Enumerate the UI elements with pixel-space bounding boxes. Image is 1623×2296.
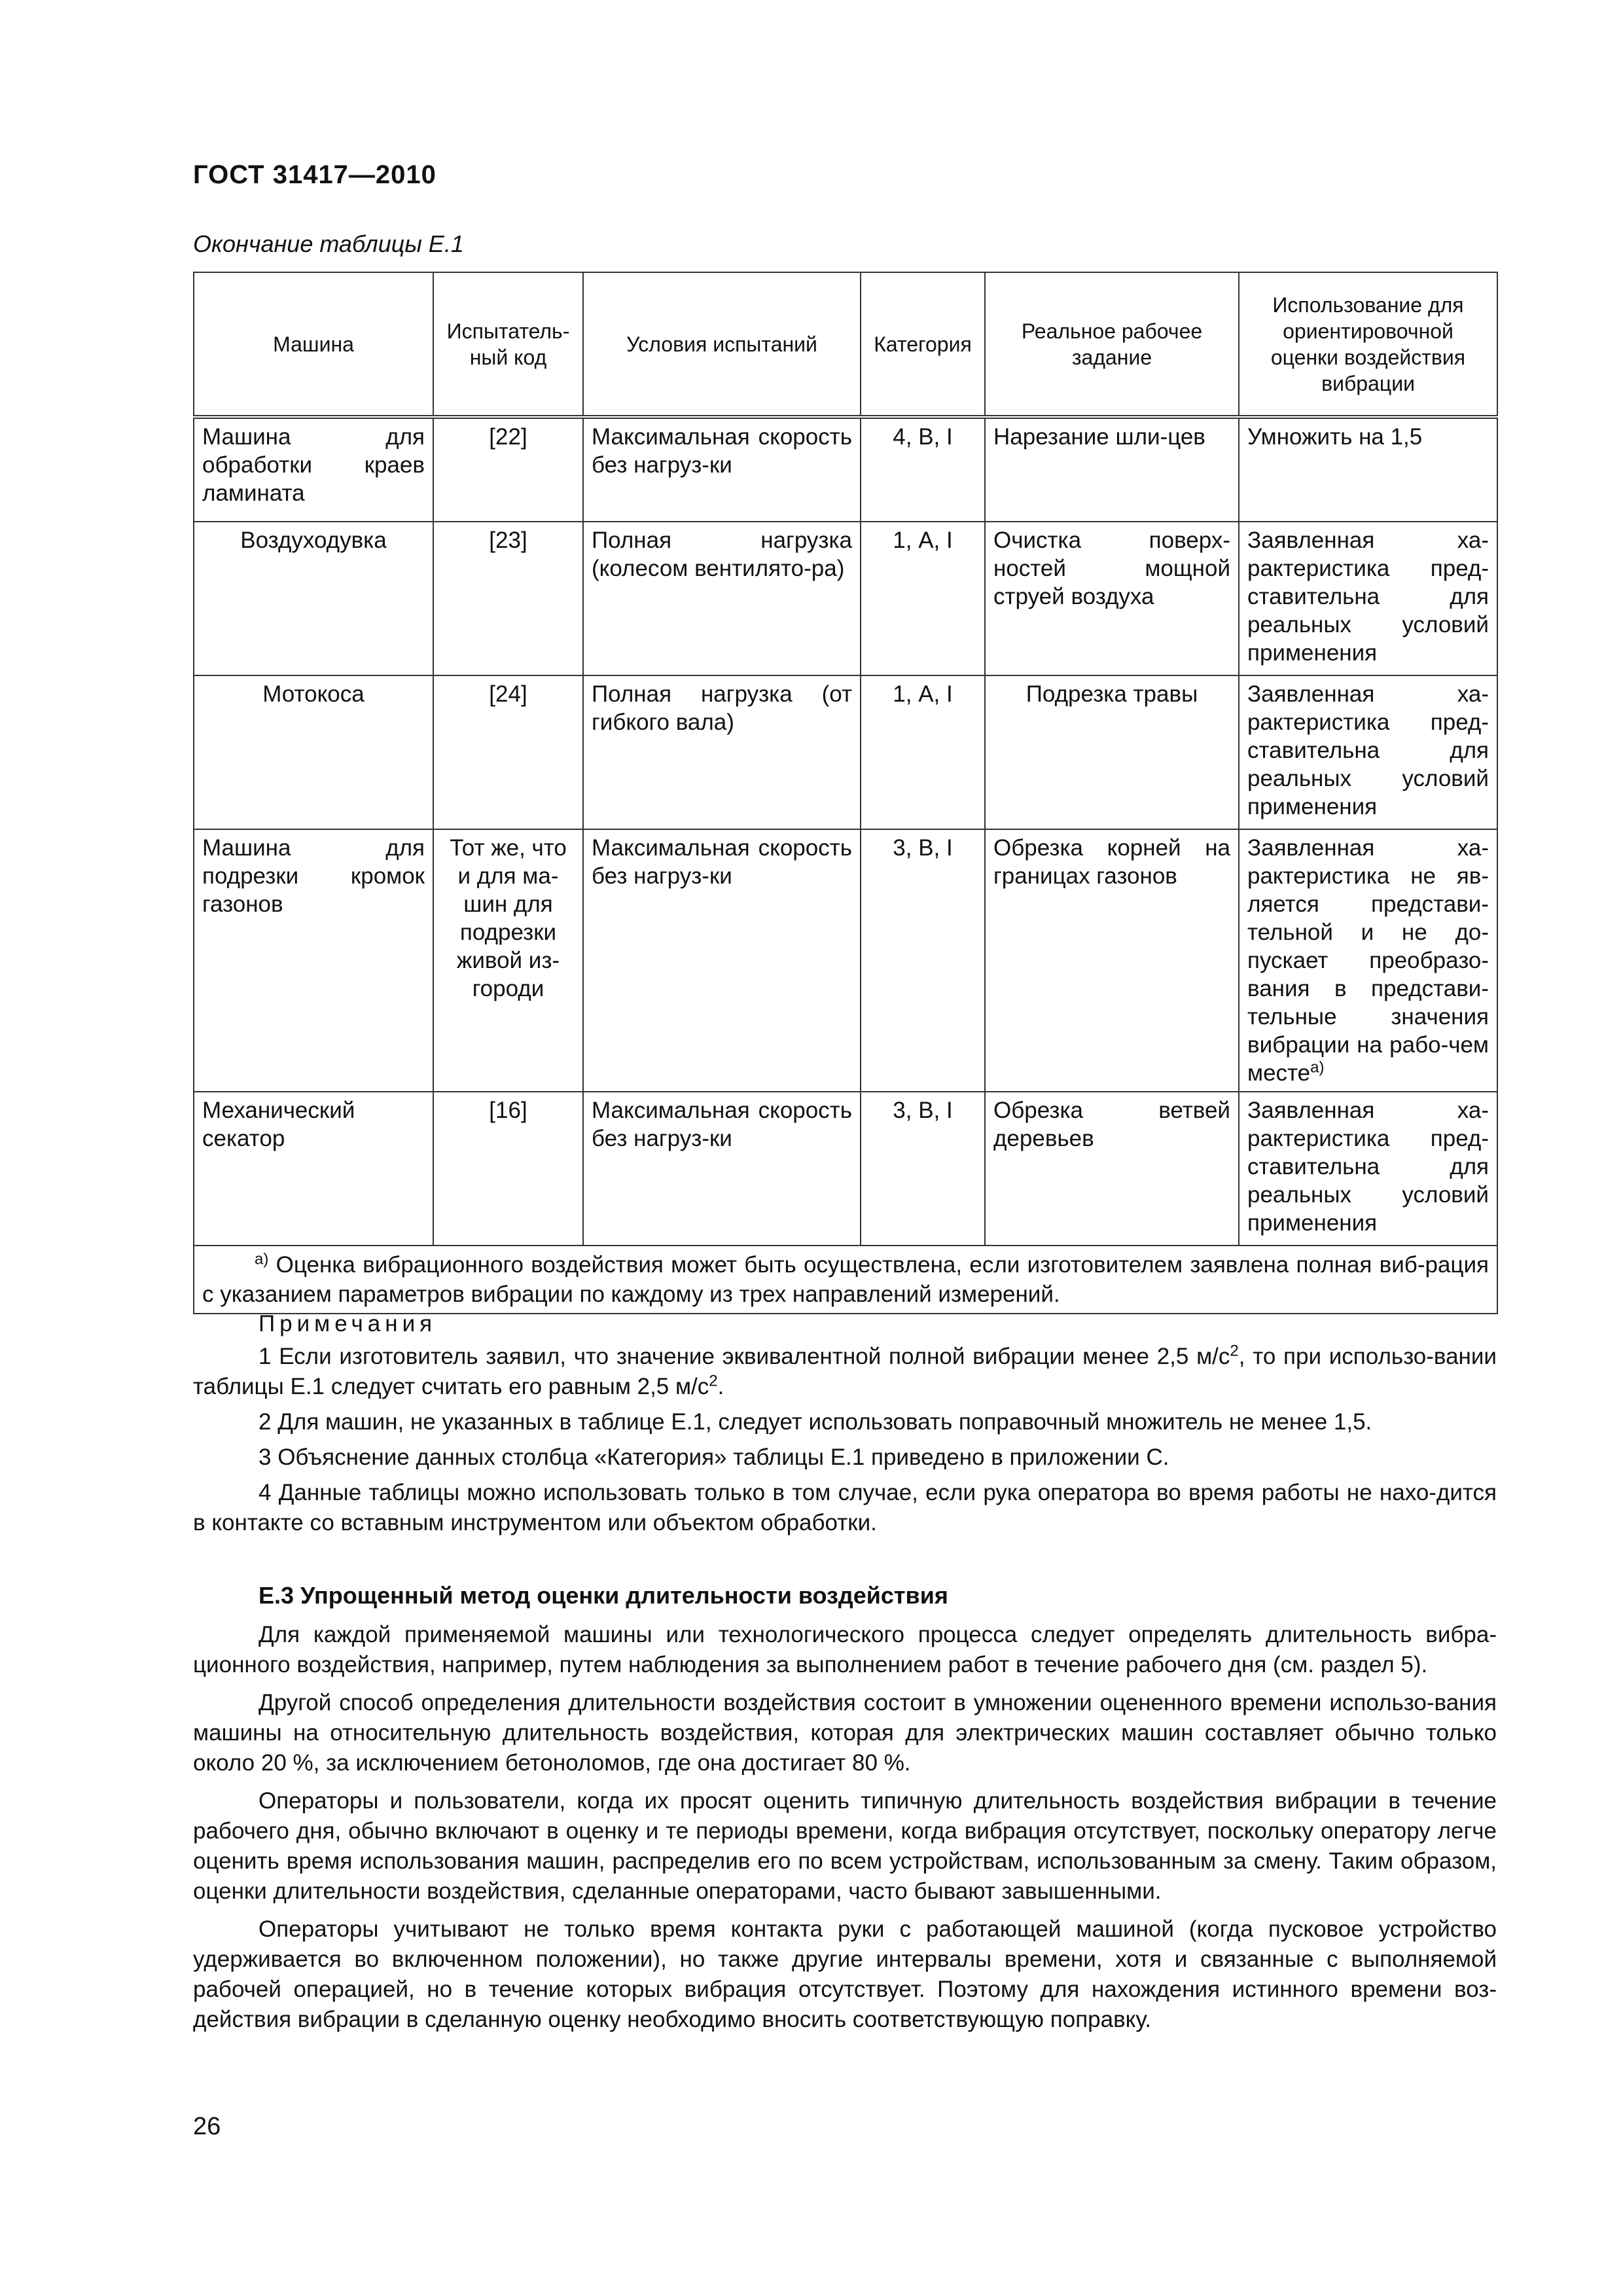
- cell-code: [23]: [433, 522, 583, 675]
- cell-usage: Заявленная ха-рактеристика пред-ставительна для реальных условий применения: [1239, 1092, 1497, 1246]
- cell-task: Обрезка ветвей деревьев: [985, 1092, 1239, 1246]
- note-1-text-b: , то при использо-вании таблицы Е.1 следует считать его равным 2,5 м/с: [193, 1344, 1497, 1399]
- cell-usage: Заявленная ха-рактеристика пред-ставительна для реальных условий применения: [1239, 675, 1497, 829]
- cell-machine: Машина для обработки краев ламината: [194, 417, 433, 522]
- footnote-reference: а): [1310, 1058, 1325, 1077]
- cell-code: [24]: [433, 675, 583, 829]
- section-paragraph-3: Операторы и пользователи, когда их просят оценить типичную длительность воздействия вибрации в течение рабочего дня, обычно включают в оценку и те периоды времени, когда вибрация отсутствует, поскольку оператору легче оценить время использования машин, распределив его по всем устройствам, использованным за смену. Таким образом, оценки длительности воздействия, сделанные операторами, часто бывают завышенными.: [193, 1788, 1497, 1904]
- note-1: [193, 1342, 1497, 1402]
- table-row: [194, 417, 1497, 522]
- section-paragraph-2: Другой способ определения длительности воздействия состоит в умножении оцененного времени использо-вания машины на относительную длительность воздействия, которая для электрических машин составляет обычно только около 20 %, за исключением бетоноломов, где она достигает 80 %.: [193, 1690, 1497, 1776]
- cell-conditions: Полная нагрузка (от гибкого вала): [583, 675, 861, 829]
- usage-text: Заявленная ха-рактеристика не яв-ляется представи-тельной и не до-пускает преобразо-вания в представи-тельные значения вибрации на рабо-чем месте: [1247, 835, 1489, 1086]
- page-number: 26: [193, 2113, 221, 2140]
- document-header: ГОСТ 31417—2010: [193, 160, 437, 189]
- section-heading: Е.3 Упрощенный метод оценки длительности воздействия: [259, 1582, 948, 1609]
- cell-category: 3, В, I: [861, 829, 985, 1092]
- section-e3: [193, 1581, 1497, 2043]
- cell-conditions: Максимальная скорость без нагруз-ки: [583, 1092, 861, 1246]
- cell-machine: Мотокоса: [194, 675, 433, 829]
- cell-code: Тот же, что и для ма-шин для подрезки живой из-городи: [433, 829, 583, 1092]
- column-header-conditions: Условия испытаний: [583, 272, 861, 417]
- vibration-table: [193, 272, 1498, 1314]
- cell-usage: Заявленная ха-рактеристика пред-ставительна для реальных условий применения: [1239, 522, 1497, 675]
- cell-task: Нарезание шли-цев: [985, 417, 1239, 522]
- cell-usage: Умножить на 1,5: [1239, 417, 1497, 522]
- cell-category: 1, А, I: [861, 675, 985, 829]
- note-4: 4 Данные таблицы можно использовать только в том случае, если рука оператора во время работы не нахо-дится в контакте со вставным инструментом или объектом обработки.: [193, 1480, 1497, 1535]
- note-1-sup-2: 2: [709, 1372, 718, 1390]
- cell-conditions: Максимальная скорость без нагруз-ки: [583, 417, 861, 522]
- column-header-machine: Машина: [194, 272, 433, 417]
- section-paragraph-1: Для каждой применяемой машины или технологического процесса следует определять длительность вибра-ционного воздействия, например, путем наблюдения за выполнением работ в течение рабочего дня (см. раздел 5).: [193, 1622, 1497, 1677]
- footnote-mark: а): [255, 1250, 269, 1268]
- table-row: [194, 1092, 1497, 1246]
- note-2: 2 Для машин, не указанных в таблице Е.1, следует использовать поправочный множитель не менее 1,5.: [259, 1409, 1372, 1435]
- notes-block: [193, 1309, 1497, 1543]
- cell-code: [22]: [433, 417, 583, 522]
- footnote-text: Оценка вибрационного воздействия может быть осуществлена, если изготовителем заявлена полная виб-рация с указанием параметров вибрации по каждому из трех направлений измерений.: [202, 1252, 1489, 1307]
- section-paragraph-4: Операторы учитывают не только время контакта руки с работающей машиной (когда пусковое устройство удерживается во включенном положении), но также другие интервалы времени, хотя и связанные с выполняемой рабочей операцией, но в течение которых вибрация отсутствует. Поэтому для нахождения истинного времени воз-действия вибрации в сделанную оценку необходимо вносить соответствующую поправку.: [193, 1916, 1497, 2032]
- cell-code: [16]: [433, 1092, 583, 1246]
- cell-conditions: Полная нагрузка (колесом вентилято-ра): [583, 522, 861, 675]
- note-1-sup-1: 2: [1230, 1342, 1239, 1360]
- cell-category: 4, В, I: [861, 417, 985, 522]
- table-row: [194, 829, 1497, 1092]
- cell-conditions: Максимальная скорость без нагруз-ки: [583, 829, 861, 1092]
- cell-category: 1, А, I: [861, 522, 985, 675]
- table-header-row: [194, 272, 1497, 417]
- table-caption: Окончание таблицы Е.1: [193, 230, 464, 257]
- table-footnote-row: [194, 1246, 1497, 1314]
- note-1-text-c: .: [717, 1374, 724, 1399]
- table-row: [194, 522, 1497, 675]
- table-footnote: [194, 1246, 1497, 1314]
- note-3: 3 Объяснение данных столбца «Категория» таблицы Е.1 приведено в приложении С.: [259, 1444, 1169, 1470]
- column-header-code: Испытатель-ный код: [433, 272, 583, 417]
- column-header-task: Реальное рабочее задание: [985, 272, 1239, 417]
- notes-title: Примечания: [259, 1311, 437, 1336]
- column-header-category: Категория: [861, 272, 985, 417]
- cell-task: Обрезка корней на границах газонов: [985, 829, 1239, 1092]
- cell-task: Очистка поверх-ностей мощной струей воздуха: [985, 522, 1239, 675]
- cell-task: Подрезка травы: [985, 675, 1239, 829]
- column-header-usage: Использование для ориентировочной оценки воздействия вибрации: [1239, 272, 1497, 417]
- cell-usage: [1239, 829, 1497, 1092]
- cell-machine: Воздуходувка: [194, 522, 433, 675]
- cell-machine: Механический секатор: [194, 1092, 433, 1246]
- note-1-text-a: 1 Если изготовитель заявил, что значение эквивалентной полной вибрации менее 2,5 м/с: [259, 1344, 1230, 1369]
- table-row: [194, 675, 1497, 829]
- cell-category: 3, В, I: [861, 1092, 985, 1246]
- cell-machine: Машина для подрезки кромок газонов: [194, 829, 433, 1092]
